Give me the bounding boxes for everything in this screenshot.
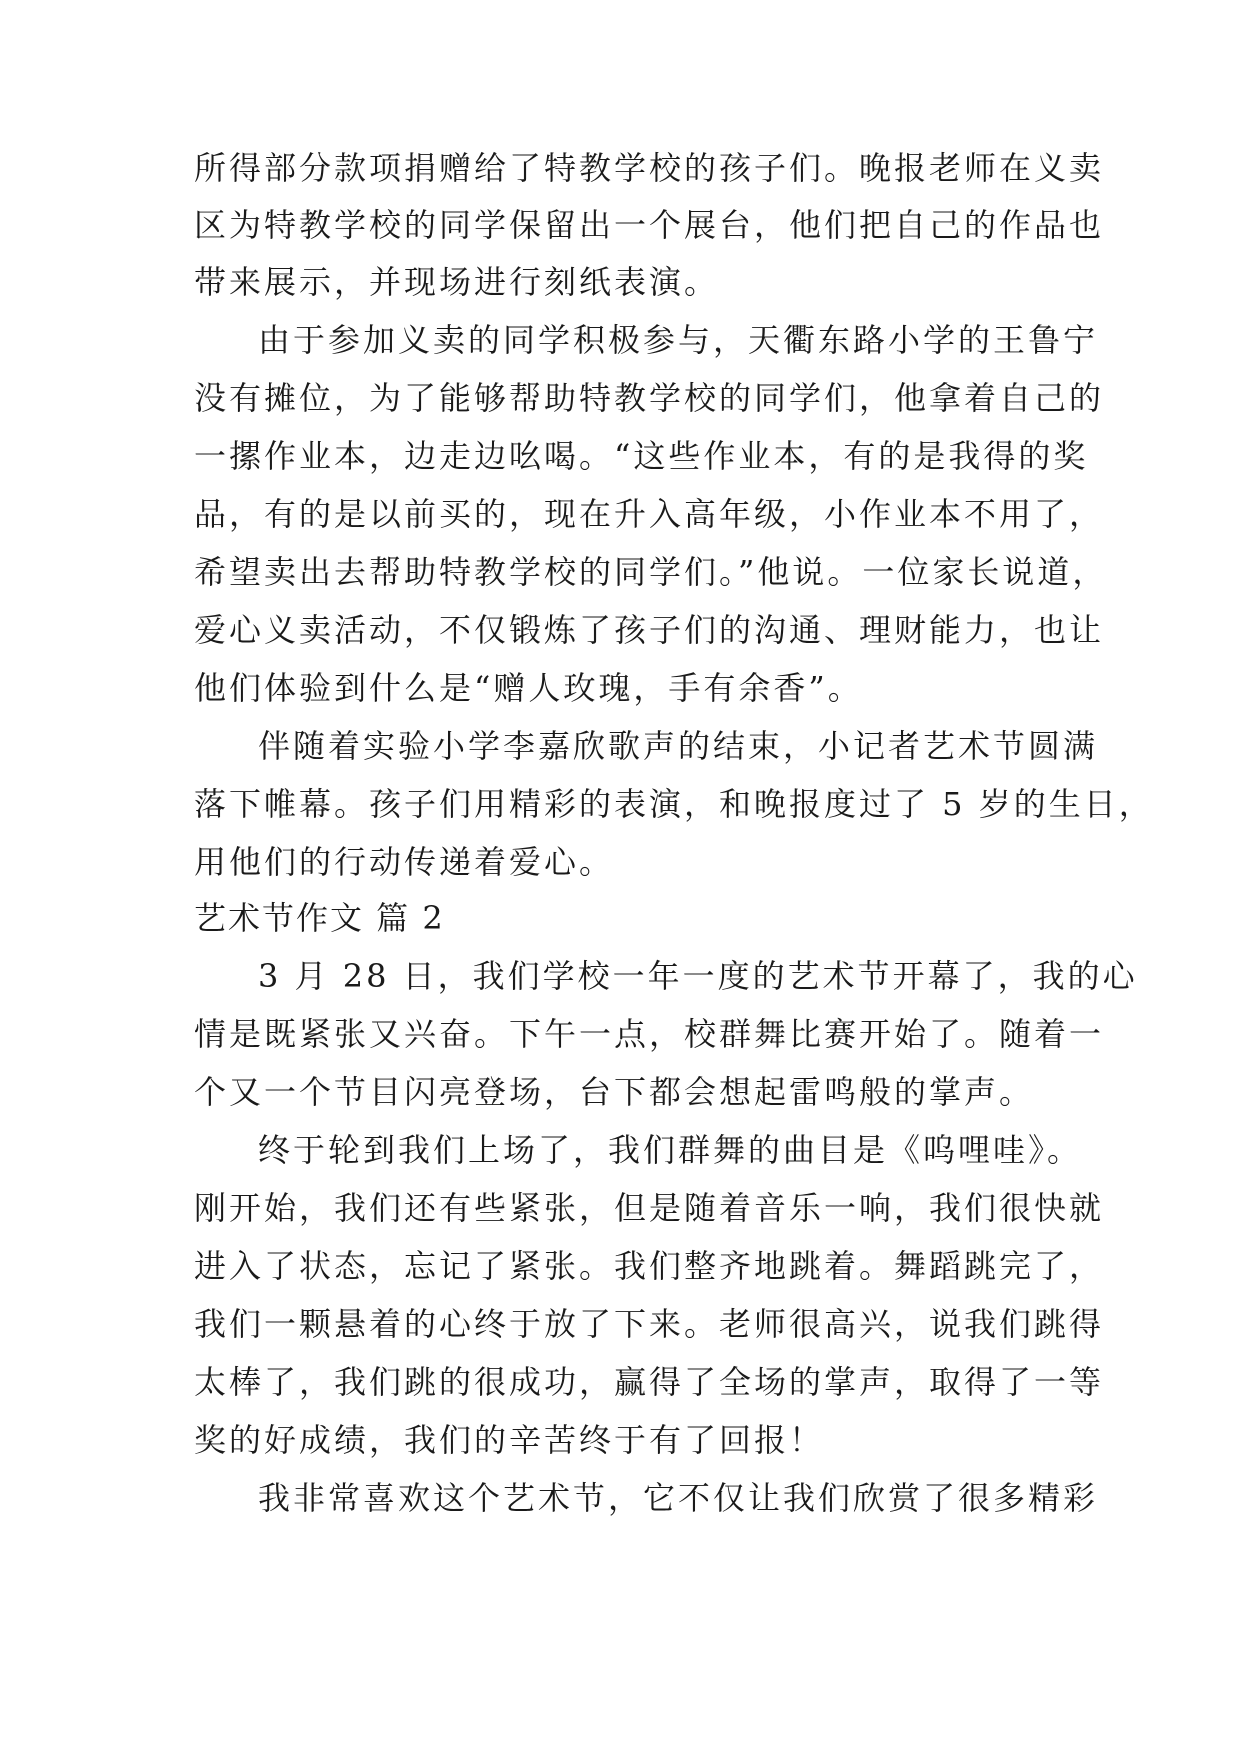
text-line: 我们一颗悬着的心终于放了下来。老师很高兴，说我们跳得 xyxy=(194,1305,1105,1343)
text-line: 区为特教学校的同学保留出一个展台，他们把自己的作品也 xyxy=(194,206,1105,244)
paragraph-first-line: 终于轮到我们上场了，我们群舞的曲目是《呜哩哇》。 xyxy=(258,1131,1083,1169)
paragraph-first-line: 由于参加义卖的同学积极参与，天衢东路小学的王鲁宁 xyxy=(258,321,1099,359)
section-heading: 艺术节作文 篇 2 xyxy=(194,899,445,937)
text-line: 个又一个节目闪亮登场，台下都会想起雷鸣般的掌声。 xyxy=(194,1073,1035,1111)
text-line: 没有摊位，为了能够帮助特教学校的同学们，他拿着自己的 xyxy=(194,379,1105,417)
text-line: 情是既紧张又兴奋。下午一点，校群舞比赛开始了。随着一 xyxy=(194,1015,1105,1053)
text-line: 带来展示，并现场进行刻纸表演。 xyxy=(194,263,720,301)
text-line: 爱心义卖活动，不仅锻炼了孩子们的沟通、理财能力，也让 xyxy=(194,611,1105,649)
text-line: 用他们的行动传递着爱心。 xyxy=(194,843,615,881)
text-line: 品，有的是以前买的，现在升入高年级，小作业本不用了， xyxy=(194,495,1105,533)
paragraph-first-line: 伴随着实验小学李嘉欣歌声的结束，小记者艺术节圆满 xyxy=(258,727,1099,765)
paragraph-first-line: 3 月 28 日，我们学校一年一度的艺术节开幕了，我的心 xyxy=(258,957,1138,995)
text-line: 太棒了，我们跳的很成功，赢得了全场的掌声，取得了一等 xyxy=(194,1363,1105,1401)
text-line: 他们体验到什么是“赠人玫瑰，手有余香”。 xyxy=(194,669,863,707)
text-line: 奖的好成绩，我们的辛苦终于有了回报！ xyxy=(194,1421,825,1459)
text-line: 所得部分款项捐赠给了特教学校的孩子们。晚报老师在义卖 xyxy=(194,149,1105,187)
text-line: 落下帷幕。孩子们用精彩的表演，和晚报度过了 5 岁的生日， xyxy=(194,785,1154,823)
text-line: 一摞作业本，边走边吆喝。“这些作业本，有的是我得的奖 xyxy=(194,437,1089,475)
text-line: 进入了状态，忘记了紧张。我们整齐地跳着。舞蹈跳完了， xyxy=(194,1247,1105,1285)
text-line: 希望卖出去帮助特教学校的同学们。”他说。一位家长说道， xyxy=(194,553,1108,591)
paragraph-first-line: 我非常喜欢这个艺术节，它不仅让我们欣赏了很多精彩 xyxy=(258,1479,1099,1517)
text-line: 刚开始，我们还有些紧张，但是随着音乐一响，我们很快就 xyxy=(194,1189,1105,1227)
